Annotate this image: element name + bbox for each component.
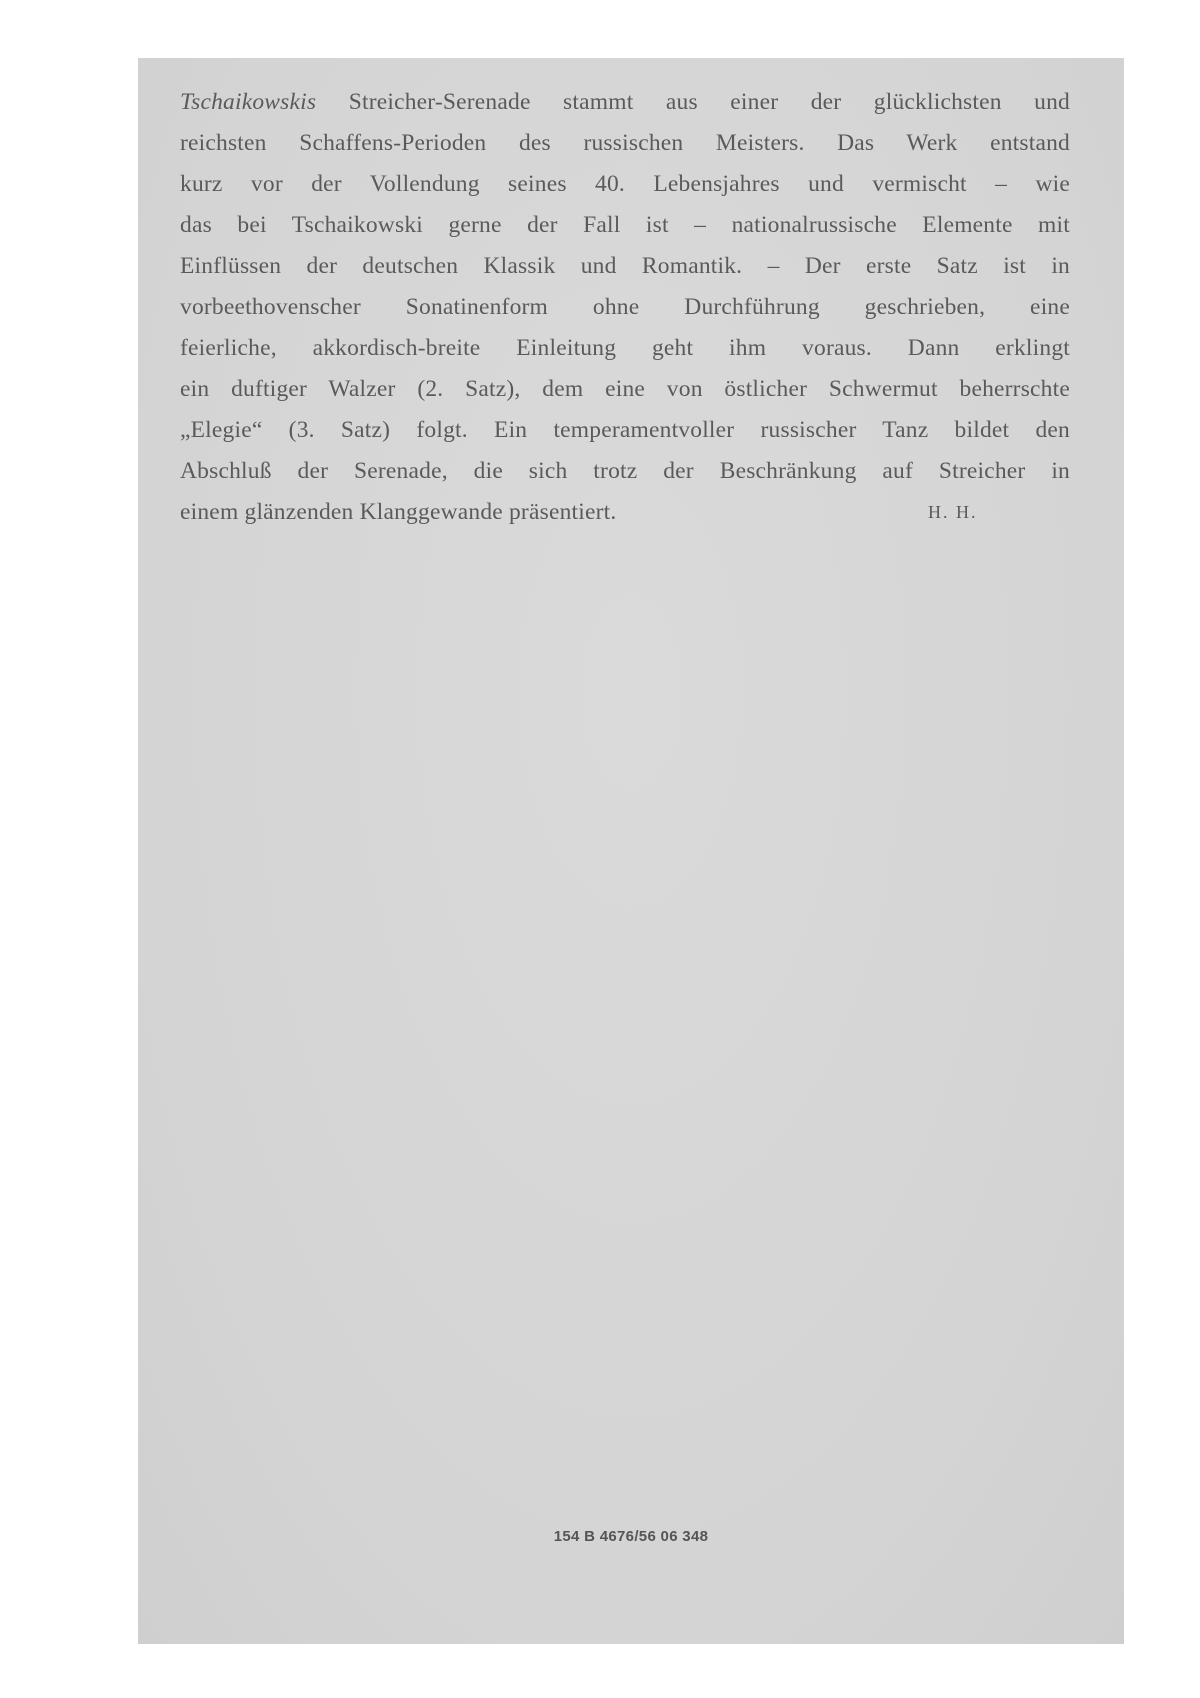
paragraph-line-text: einem glänzenden Klanggewande präsentiert.: [180, 499, 617, 525]
paragraph-line: Einflüssen der deutschen Klassik und Romantik. – Der erste Satz ist in: [180, 253, 1070, 279]
composer-name: Tschaikowskis: [180, 89, 317, 115]
paragraph-line: „Elegie“ (3. Satz) folgt. Ein temperamentvoller russischer Tanz bildet den: [180, 417, 1070, 443]
paragraph-line: vorbeethovenscher Sonatinenform ohne Durchführung geschrieben, eine: [180, 294, 1070, 320]
paragraph-line: reichsten Schaffens-Perioden des russischen Meisters. Das Werk entstand: [180, 130, 1070, 156]
paragraph-line: kurz vor der Vollendung seines 40. Lebensjahres und vermischt – wie: [180, 171, 1070, 197]
catalog-number: 154 B 4676/56 06 348: [553, 1528, 709, 1545]
document-page: [138, 58, 1124, 1644]
paragraph-line: feierliche, akkordisch-breite Einleitung geht ihm voraus. Dann erklingt: [180, 335, 1070, 361]
program-note-paragraph: [180, 82, 1070, 533]
paragraph-line: ein duftiger Walzer (2. Satz), dem eine von östlicher Schwermut beherrschte: [180, 376, 1070, 402]
author-initials: H. H.: [928, 502, 978, 522]
paragraph-last-line: [180, 492, 1070, 533]
paragraph-line: [180, 82, 1070, 123]
paragraph-line: das bei Tschaikowski gerne der Fall ist – nationalrussische Elemente mit: [180, 212, 1070, 238]
paragraph-line: Abschluß der Serenade, die sich trotz der Beschränkung auf Streicher in: [180, 458, 1070, 484]
paragraph-line-text: Streicher-Serenade stammt aus einer der glücklichsten und: [316, 89, 1070, 115]
